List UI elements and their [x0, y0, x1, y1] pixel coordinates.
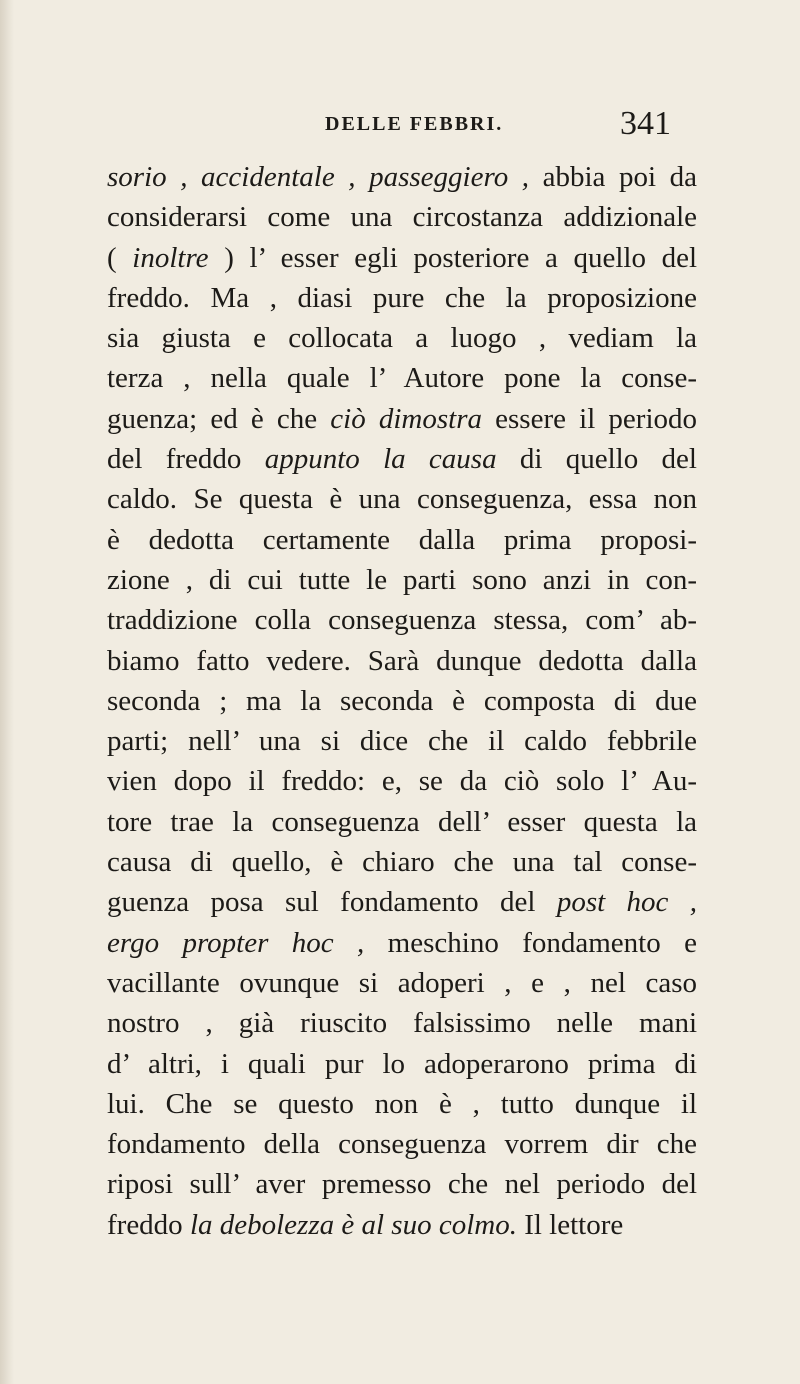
text-line [107, 1124, 697, 1164]
text-span: vien dopo il freddo: e, se da ciò solo l’ Au- [107, 765, 697, 798]
text-span: tore trae la conseguenza dell’ esser questa la [107, 805, 697, 838]
text-span: d’ altri, i quali pur lo adoperarono prima di [107, 1047, 697, 1080]
text-span: di quello del [496, 443, 697, 476]
text-span: biamo fatto vedere. Sarà dunque dedotta dalla [107, 644, 697, 677]
text-span: sia giusta e collocata a luogo , vediam la [107, 322, 697, 355]
text-span: freddo. Ma , diasi pure che la proposizione [107, 281, 697, 314]
text-span: abbia poi da [529, 161, 698, 193]
text-span: è dedotta certamente dalla prima proposi- [107, 523, 697, 556]
text-line [107, 802, 697, 842]
text-line [107, 358, 697, 398]
text-line [107, 1084, 697, 1124]
text-line [107, 1003, 697, 1043]
text-line [107, 439, 697, 479]
text-line [107, 399, 697, 439]
running-head: DELLE FEBBRI. [325, 113, 504, 135]
text-line [107, 278, 697, 318]
text-span: del freddo [107, 443, 265, 476]
text-span: lui. Che se questo non è , tutto dunque il [107, 1087, 697, 1120]
text-line [107, 923, 697, 963]
text-span: ( [107, 241, 133, 274]
text-line [107, 641, 697, 681]
text-span: essere il periodo [482, 402, 698, 435]
text-line [107, 520, 697, 560]
text-line [107, 721, 697, 761]
text-span: caldo. Se questa è una conseguenza, essa non [107, 483, 697, 516]
italic-span: ciò dimostra [330, 402, 482, 435]
page-gutter-shadow [0, 0, 14, 1384]
text-line [107, 681, 697, 721]
text-line [107, 600, 697, 640]
text-line [107, 882, 697, 922]
text-line [107, 1044, 697, 1084]
page-number: 341 [620, 105, 671, 142]
text-line [107, 479, 697, 519]
text-line [107, 761, 697, 801]
text-span: zione , di cui tutte le parti sono anzi in con- [107, 563, 697, 596]
text-line [107, 318, 697, 358]
text-span: seconda ; ma la seconda è composta di due [107, 684, 697, 717]
text-span: Il lettore [516, 1208, 624, 1241]
italic-span: appunto la causa [264, 443, 497, 476]
text-span: freddo [107, 1208, 190, 1241]
text-line [107, 238, 697, 278]
text-span: traddizione colla conseguenza stessa, com’ ab- [107, 604, 697, 637]
text-line [107, 1164, 697, 1204]
text-span: guenza posa sul fondamento del [107, 886, 557, 919]
text-span: causa di quello, è chiaro che una tal conse- [107, 846, 697, 879]
text-span: vacillante ovunque si adoperi , e , nel caso [107, 966, 697, 999]
text-span: ) l’ esser egli posteriore a quello del [208, 241, 697, 274]
italic-span: ergo propter hoc , [107, 926, 365, 959]
body-text [107, 157, 697, 1245]
text-span: guenza; ed è che [107, 402, 331, 435]
text-span: considerarsi come una circostanza addizionale [107, 201, 697, 234]
text-span: fondamento della conseguenza vorrem dir che [107, 1128, 697, 1161]
text-span: parti; nell’ una si dice che il caldo febbrile [107, 725, 697, 758]
page-header [0, 105, 800, 153]
italic-span: sorio , accidentale , passeggiero , [107, 161, 530, 193]
text-span: terza , nella quale l’ Autore pone la conse- [107, 362, 697, 395]
text-line [107, 963, 697, 1003]
text-span: riposi sull’ aver premesso che nel periodo del [107, 1168, 697, 1201]
italic-span: post hoc , [556, 886, 697, 919]
italic-span: la debolezza è al suo colmo. [189, 1208, 517, 1241]
text-line [107, 560, 697, 600]
text-line [107, 1205, 697, 1245]
text-span: meschino fondamento e [364, 926, 697, 959]
text-line [107, 197, 697, 237]
italic-span: inoltre [132, 241, 209, 274]
text-line [107, 157, 697, 197]
text-line [107, 842, 697, 882]
text-span: nostro , già riuscito falsissimo nelle mani [107, 1007, 697, 1040]
